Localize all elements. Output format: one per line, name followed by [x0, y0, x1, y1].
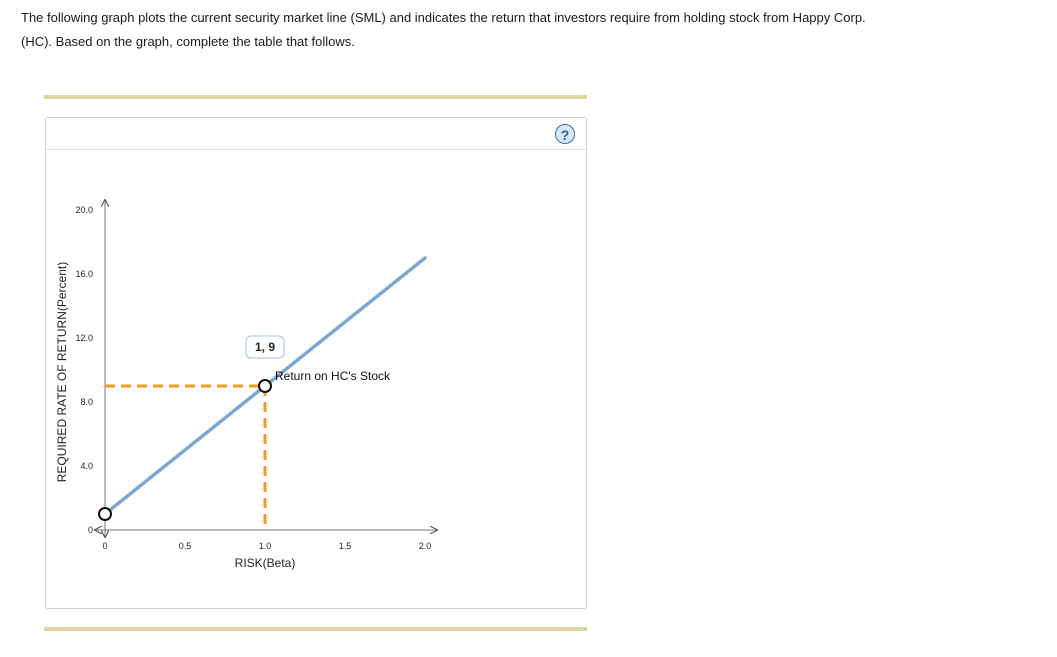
x-tick-label: 0 — [102, 541, 108, 551]
x-tick-label: 1.5 — [338, 541, 352, 551]
y-tick-label: 12.0 — [75, 333, 93, 343]
hc-stock-point[interactable] — [259, 380, 271, 392]
y-axis-title: REQUIRED RATE OF RETURN(Percent) — [55, 261, 69, 483]
y-tick-label: 4.0 — [80, 461, 93, 471]
help-button[interactable]: ? — [555, 124, 575, 144]
y-tick-label: 0 — [87, 525, 93, 535]
x-tick-label: 1.0 — [258, 541, 272, 551]
x-axis-title: RISK(Beta) — [234, 556, 296, 570]
y-tick-label: 20.0 — [75, 205, 93, 215]
bottom-divider — [44, 627, 587, 631]
point-label: 1, 9 — [254, 340, 276, 354]
x-tick-labels — [102, 541, 431, 551]
x-tick-label: 2.0 — [418, 541, 432, 551]
x-tick-label: 0.5 — [178, 541, 192, 551]
y-tick-label: 8.0 — [80, 397, 93, 407]
sml-intercept-point[interactable] — [99, 508, 111, 520]
prompt-line-2: (HC). Based on the graph, complete the table that follows. — [21, 34, 355, 49]
y-tick-label: 16.0 — [75, 269, 93, 279]
prompt-line-1: The following graph plots the current security market line (SML) and indicates the return that investors require from holding stock from Happy Corp. — [21, 10, 866, 25]
y-tick-labels — [75, 205, 93, 535]
hc-stock-annotation: Return on HC's Stock — [275, 369, 391, 383]
